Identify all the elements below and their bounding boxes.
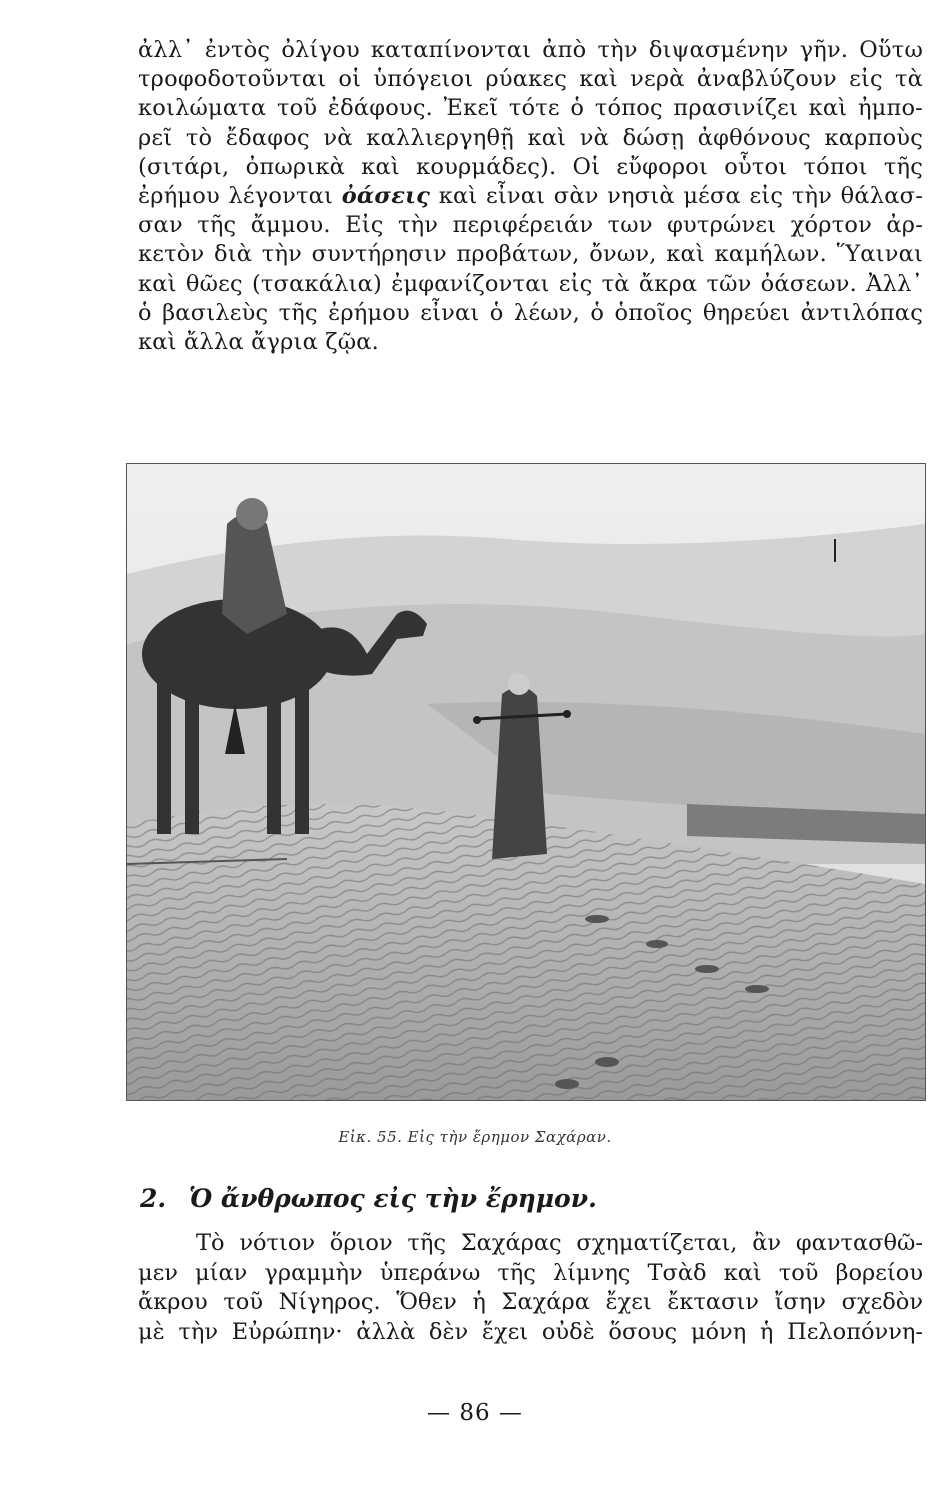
text-line: ἄκρου τοῦ Νίγηρος. Ὅθεν ἡ Σαχάρα ἔχει ἔκτασιν ἴσην σχεδὸν bbox=[138, 1289, 923, 1315]
desert-photograph bbox=[126, 463, 926, 1101]
section-heading bbox=[140, 1184, 597, 1213]
intro-paragraph bbox=[138, 36, 923, 357]
figure-caption: Εἰκ. 55. Εἰς τὴν ἔρημον Σαχάραν. bbox=[338, 1128, 612, 1146]
text-line: μεν μίαν γραμμὴν ὑπεράνω τῆς λίμνης Τσὰδ καὶ τοῦ βορείου bbox=[138, 1259, 923, 1286]
section-number: 2. bbox=[140, 1184, 167, 1213]
text-line: τροφοδοτοῦνται οἱ ὑπόγειοι ρύακες καὶ νερὰ ἀναβλύζουν εἰς τὰ bbox=[138, 66, 923, 93]
section-paragraph bbox=[138, 1229, 923, 1347]
text-line: (σιτάρι, ὀπωρικὰ καὶ κουρμάδες). Οἱ εὔφοροι οὗτοι τόποι τῆς bbox=[138, 153, 923, 180]
text-line: ὁ βασιλεὺς τῆς ἐρήμου εἶναι ὁ λέων, ὁ ὁποῖος θηρεύει ἀντιλόπας bbox=[138, 299, 923, 326]
text-line-with-bold bbox=[138, 182, 923, 211]
text-line: καὶ θῶες (τσακάλια) ἐμφανίζονται εἰς τὰ ἄκρα τῶν ὀάσεων. Ἀλλ᾿ bbox=[138, 270, 923, 297]
term-oases: ὀάσεις bbox=[341, 183, 431, 210]
text-line: καὶ ἄλλα ἄγρια ζῷα. bbox=[138, 329, 380, 356]
text-line: ἀλλ᾿ ἐντὸς ὀλίγου καταπίνονται ἀπὸ τὴν διψασμένην γῆν. Οὕτω bbox=[138, 37, 923, 63]
text-line: κοιλώματα τοῦ ἐδάφους. Ἐκεῖ τότε ὁ τόπος πρασινίζει καὶ ἠμπο- bbox=[138, 95, 923, 122]
desert-scene-illustration bbox=[127, 464, 925, 1100]
text-line: Τὸ νότιον ὅριον τῆς Σαχάρας σχηματίζεται, ἂν φαντασθῶ- bbox=[196, 1230, 923, 1256]
text-line: μὲ τὴν Εὐρώπην· ἀλλὰ δὲν ἔχει οὐδὲ ὅσους μόνη ἡ Πελοπόννη- bbox=[138, 1318, 923, 1345]
section-title: Ὁ ἄνθρωπος εἰς τὴν ἔρημον. bbox=[188, 1184, 597, 1213]
page-number: — 86 — bbox=[427, 1400, 523, 1426]
text-fragment: ἐρήμου λέγονται bbox=[138, 183, 334, 210]
text-line: ρεῖ τὸ ἔδαφος νὰ καλλιεργηθῇ καὶ νὰ δώσῃ ἀφθόνους καρποὺς bbox=[138, 124, 923, 151]
text-line: κετὸν διὰ τὴν συντήρησιν προβάτων, ὄνων, καὶ καμήλων. Ὕαιναι bbox=[138, 241, 923, 268]
text-line: σαν τῆς ἄμμου. Εἰς τὴν περιφέρειάν των φυτρώνει χόρτον ἀρ- bbox=[138, 212, 923, 239]
text-fragment: καὶ εἶναι σὰν νησιὰ μέσα εἰς τὴν θάλασ- bbox=[438, 183, 923, 210]
